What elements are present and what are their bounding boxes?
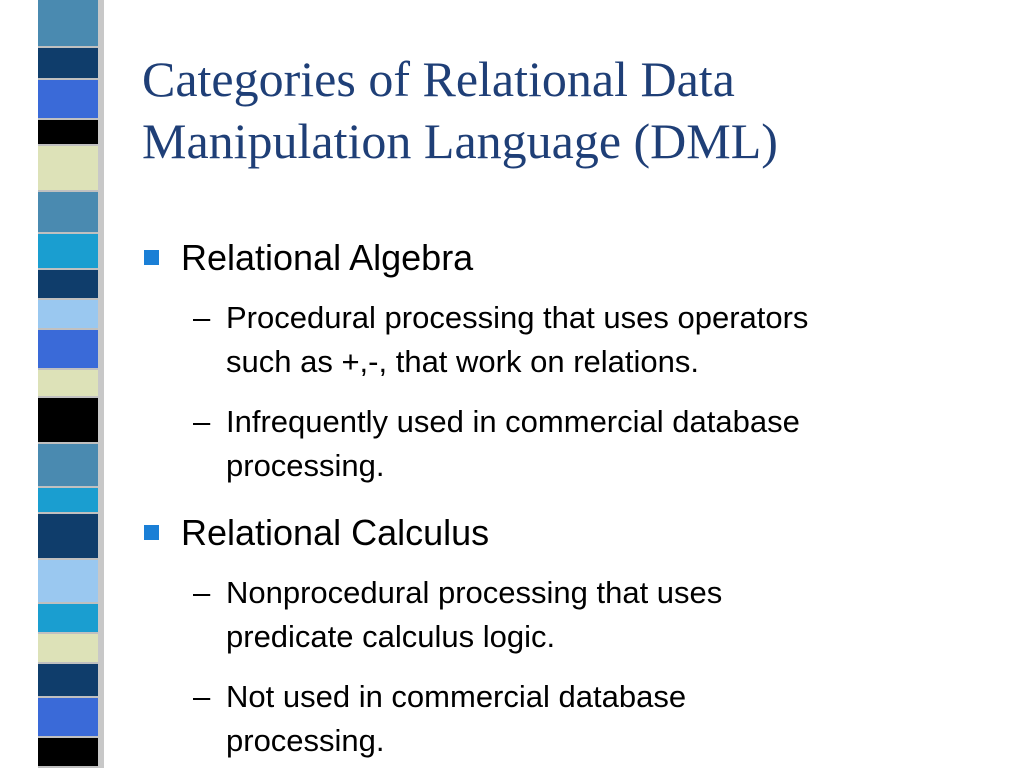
stripe-block <box>38 560 98 604</box>
bullet-heading: Relational Algebra <box>181 237 474 278</box>
stripe-block <box>38 634 98 664</box>
square-bullet-icon <box>144 250 159 265</box>
stripe-block <box>38 146 98 192</box>
stripe-block <box>38 604 98 634</box>
stripe-block <box>38 370 98 398</box>
title-line: Manipulation Language (DML) <box>142 113 778 169</box>
square-bullet-icon <box>144 525 159 540</box>
sub-bullet-line: Infrequently used in commercial database <box>226 404 800 439</box>
dash-bullet: – <box>193 679 211 714</box>
bullet-heading: Relational Calculus <box>181 512 490 553</box>
sub-bullet-line: predicate calculus logic. <box>226 619 556 654</box>
sub-bullet-line: such as +,-, that work on relations. <box>226 344 699 379</box>
stripe-block <box>38 488 98 514</box>
sub-bullet-text <box>226 400 800 488</box>
stripe-block <box>38 444 98 488</box>
stripe-block <box>38 398 98 444</box>
decorative-stripe-bar <box>38 0 98 768</box>
sub-bullet-line: Not used in commercial database <box>226 679 687 714</box>
sub-bullet-line: Nonprocedural processing that uses <box>226 575 723 610</box>
stripe-block <box>38 738 98 768</box>
sub-bullet-line: Procedural processing that uses operators <box>226 300 809 335</box>
stripe-block <box>38 80 98 120</box>
stripe-block <box>38 48 98 80</box>
stripe-block <box>38 300 98 330</box>
sub-bullet-text <box>226 571 722 659</box>
stripe-block <box>38 0 98 48</box>
stripe-block <box>38 330 98 370</box>
dash-bullet: – <box>193 300 211 335</box>
stripe-block <box>38 514 98 560</box>
stripe-block <box>38 192 98 234</box>
dash-bullet: – <box>193 575 211 610</box>
stripe-block <box>38 120 98 146</box>
sub-bullet-line: processing. <box>226 448 385 483</box>
sub-bullet-line: processing. <box>226 723 385 758</box>
bullet-list <box>142 0 1002 768</box>
stripe-block <box>38 270 98 300</box>
stripe-block <box>38 664 98 698</box>
stripe-block <box>38 698 98 738</box>
sub-bullet-text <box>226 675 686 763</box>
sub-bullet-text <box>226 296 808 384</box>
stripe-block <box>38 234 98 270</box>
dash-bullet: – <box>193 404 211 439</box>
title-line: Categories of Relational Data <box>142 51 735 107</box>
